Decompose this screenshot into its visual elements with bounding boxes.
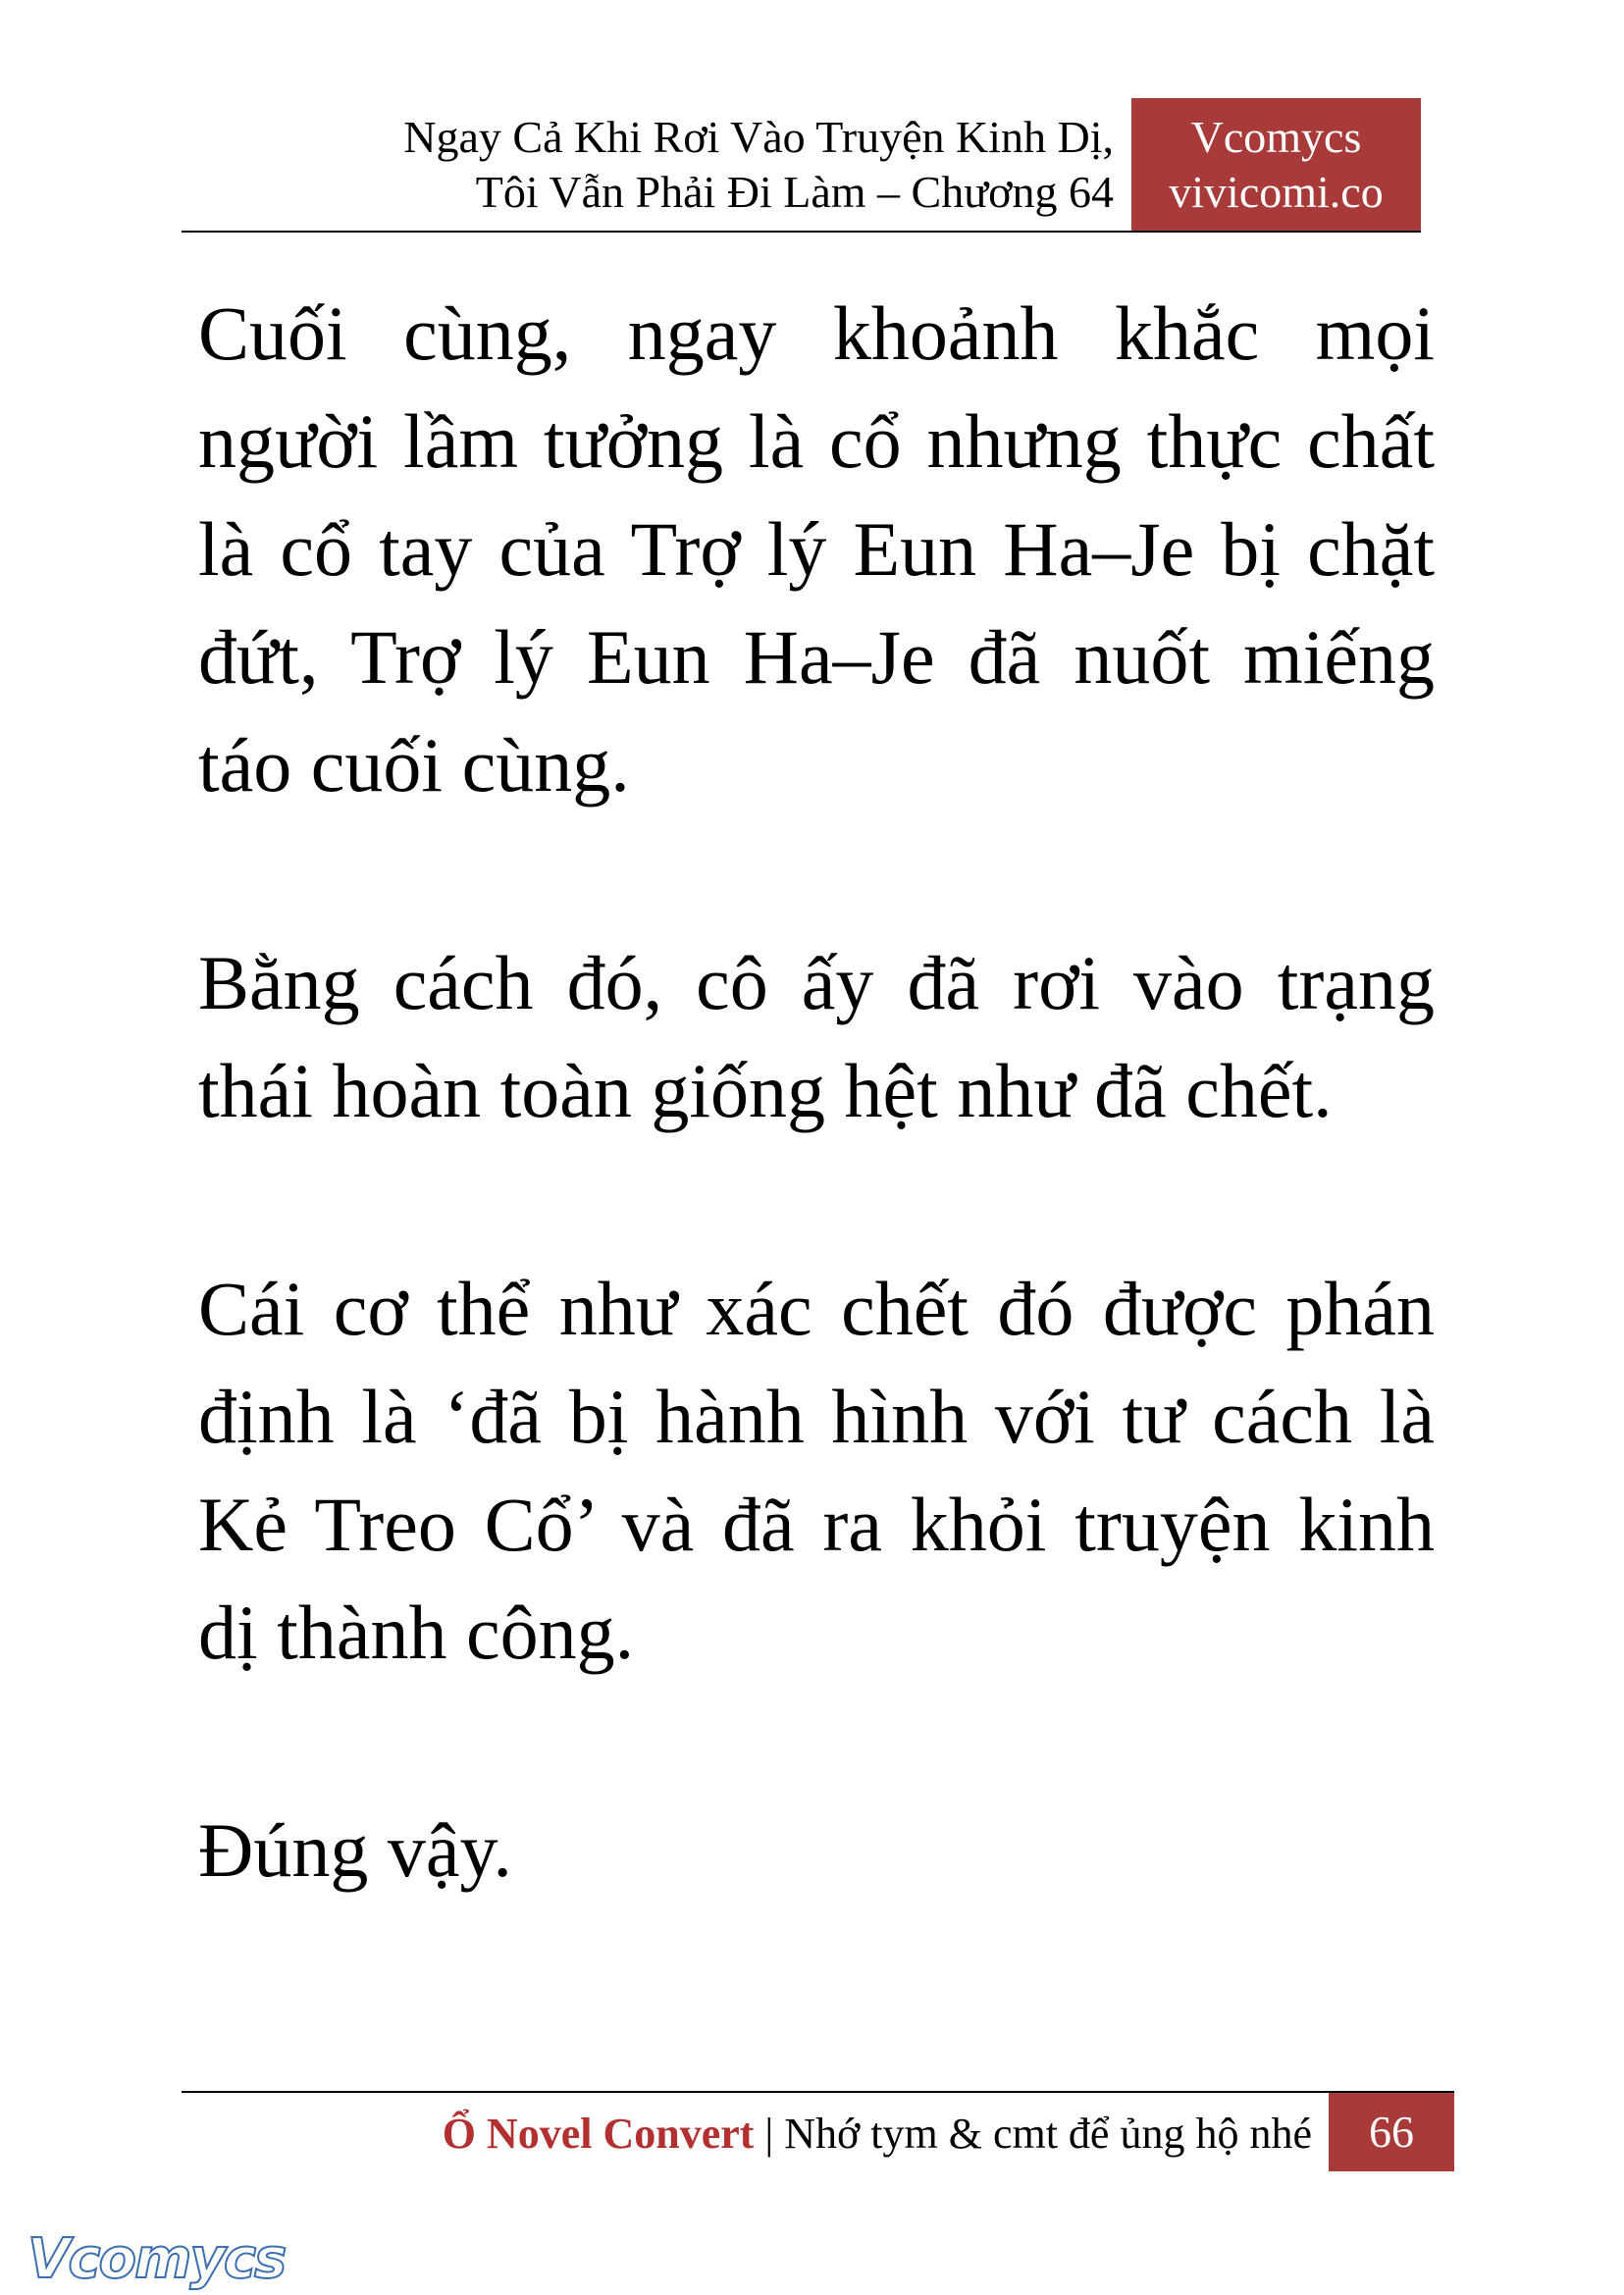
footer-message: Nhớ tym & cmt để ủng hộ nhé xyxy=(784,2110,1312,2158)
chapter-body xyxy=(198,280,1435,2014)
brand-name: Vcomycs xyxy=(1190,112,1362,162)
watermark-logo: Vcomycs xyxy=(27,2227,286,2291)
chapter-title-line-1: Ngay Cả Khi Rơi Vào Truyện Kinh Dị, xyxy=(403,112,1114,162)
paragraph-2: Bằng cách đó, cô ấy đã rơi vào trạng thái hoàn toàn giống hệt như đã chết. xyxy=(198,940,1435,1133)
chapter-title xyxy=(403,110,1114,220)
page-number: 66 xyxy=(1329,2093,1454,2171)
page-footer xyxy=(182,2091,1454,2171)
page-header xyxy=(182,98,1421,233)
footer-separator: | xyxy=(754,2110,785,2158)
paragraph-1: Cuối cùng, ngay khoảnh khắc mọi người lầm tưởng là cổ nhưng thực chất là cổ tay của Trợ lý Eun Ha–Je bị chặt đứt, Trợ lý Eun Ha–Je đã nuốt miếng táo cuối cùng. xyxy=(198,290,1435,808)
chapter-title-line-2: Tôi Vẫn Phải Đi Làm – Chương 64 xyxy=(475,167,1114,217)
footer-text xyxy=(443,2105,1312,2164)
footer-brand: Ổ Novel Convert xyxy=(442,2110,755,2158)
paragraph-4: Đúng vậy. xyxy=(198,1807,512,1893)
paragraph-3: Cái cơ thể như xác chết đó được phán định là ‘đã bị hành hình với tư cách là Kẻ Treo Cổ’ và đã ra khỏi truyện kinh dị thành công. xyxy=(198,1266,1435,1675)
brand-site: vivicomi.co xyxy=(1169,167,1384,217)
brand-badge xyxy=(1131,98,1421,231)
